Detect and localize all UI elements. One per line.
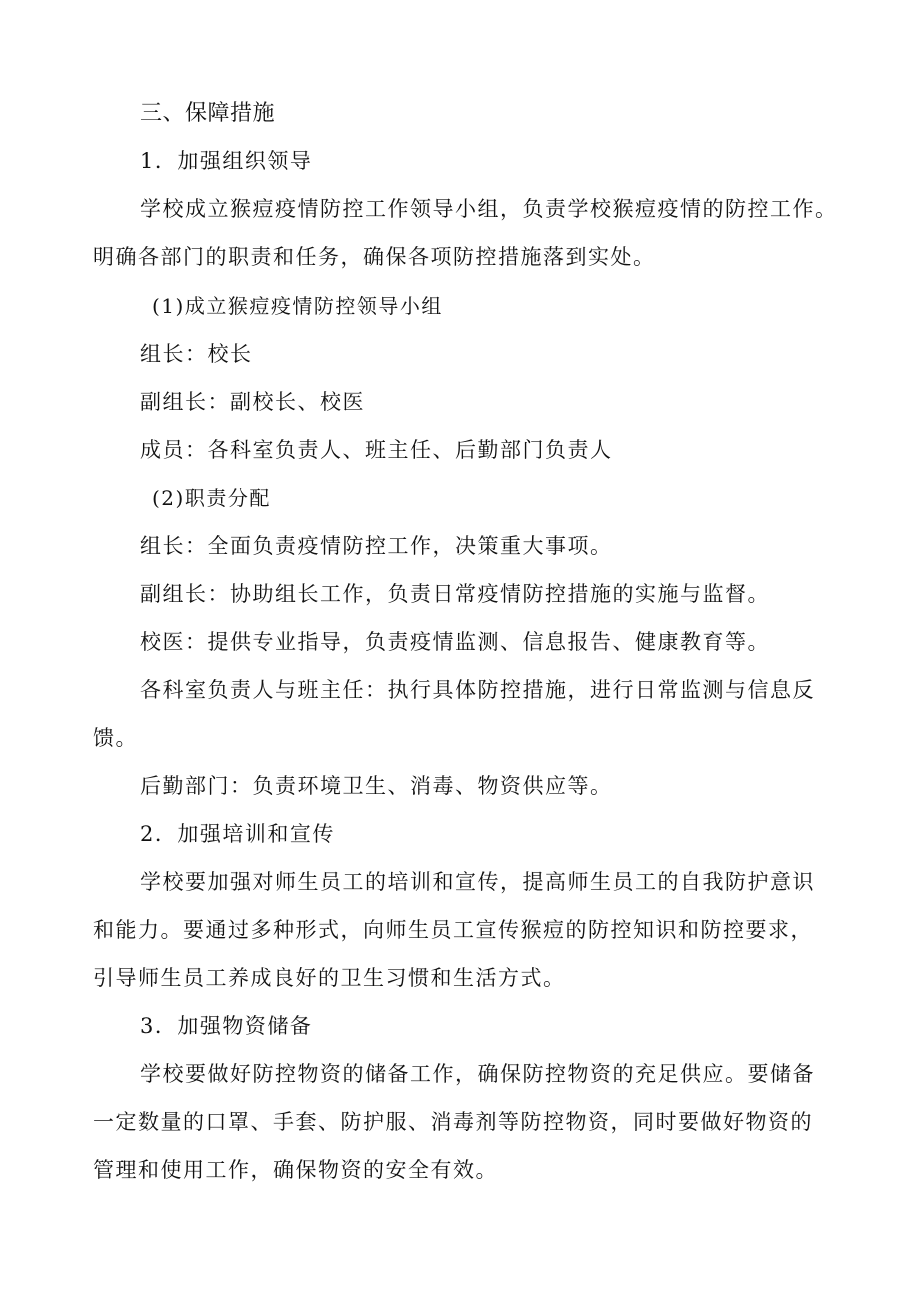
duty-leader: 组长：全面负责疫情防控工作，决策重大事项。 (140, 534, 613, 558)
sub3-line2: 一定数量的口罩、手套、防护服、消毒剂等防控物资，同时要做好物资的 (93, 1110, 813, 1134)
sub3-line1: 学校要做好防控物资的储备工作，确保防控物资的充足供应。要储备 (140, 1062, 815, 1086)
sub2-title: 2．加强培训和宣传 (140, 822, 335, 846)
sub1-title: 1．加强组织领导 (140, 149, 313, 173)
sub2-line2: 和能力。要通过多种形式，向师生员工宣传猴痘的防控知识和防控要求， (93, 918, 813, 942)
group-leader: 组长：校长 (140, 342, 253, 366)
duty-doctor: 校医：提供专业指导，负责疫情监测、信息报告、健康教育等。 (140, 630, 770, 654)
group-deputy: 副组长：副校长、校医 (140, 390, 365, 414)
duty-deputy: 副组长：协助组长工作，负责日常疫情防控措施的实施与监督。 (140, 582, 770, 606)
duty-heads-line2: 馈。 (93, 726, 138, 750)
sub2-line1: 学校要加强对师生员工的培训和宣传，提高师生员工的自我防护意识 (140, 870, 815, 894)
section-heading: 三、保障措施 (140, 101, 276, 126)
duty-logistics: 后勤部门：负责环境卫生、消毒、物资供应等。 (140, 774, 613, 798)
sub2-line3: 引导师生员工养成良好的卫生习惯和生活方式。 (93, 966, 566, 990)
sub3-line3: 管理和使用工作，确保物资的安全有效。 (93, 1158, 498, 1182)
duty-heads-line1: 各科室负责人与班主任：执行具体防控措施，进行日常监测与信息反 (140, 678, 815, 702)
group-title: (1)成立猴痘疫情防控领导小组 (152, 294, 443, 318)
sub3-title: 3．加强物资储备 (140, 1014, 313, 1038)
sub1-intro-line2: 明确各部门的职责和任务，确保各项防控措施落到实处。 (93, 245, 656, 269)
duties-title: (2)职责分配 (152, 486, 271, 510)
sub1-intro-line1: 学校成立猴痘疫情防控工作领导小组，负责学校猴痘疫情的防控工作。 (140, 197, 838, 221)
group-members: 成员：各科室负责人、班主任、后勤部门负责人 (140, 438, 613, 462)
